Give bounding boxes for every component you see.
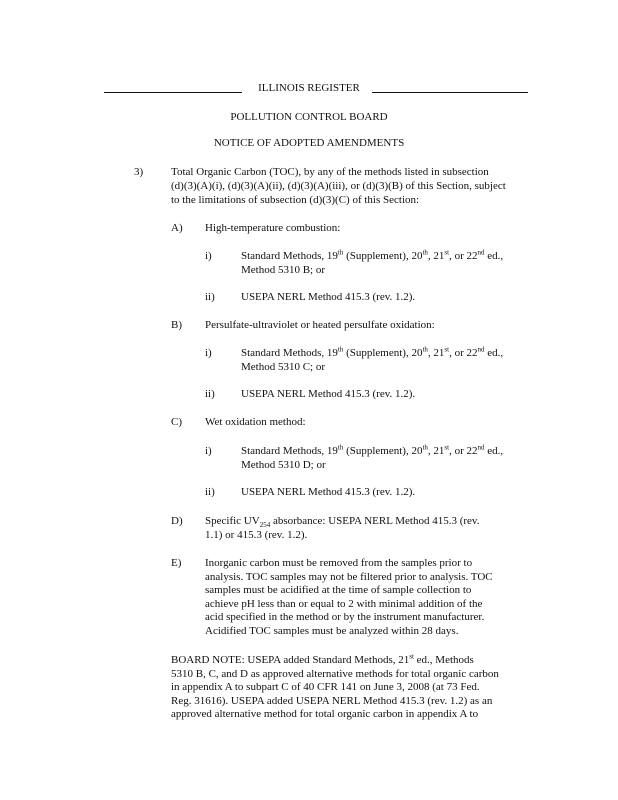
section-c-marker: C)	[171, 416, 182, 428]
section-d-line-2: 1.1) or 415.3 (rev. 1.2).	[205, 529, 308, 541]
notice-title: NOTICE OF ADOPTED AMENDMENTS	[213, 137, 405, 149]
section-c-i-line-1: Standard Methods, 19th (Supplement), 20th, 21st, or 22nd ed.,	[241, 443, 504, 457]
section-a-i-line-1: Standard Methods, 19th (Supplement), 20th, 21st, or 22nd ed.,	[241, 248, 504, 262]
section-b-i-line-2: Method 5310 C; or	[241, 361, 326, 373]
item-3-marker: 3)	[134, 166, 144, 178]
section-a-heading: High-temperature combustion:	[205, 222, 341, 234]
section-b-marker: B)	[171, 319, 182, 331]
item-3-line-1: Total Organic Carbon (TOC), by any of the methods listed in subsection	[171, 166, 489, 178]
section-e-line-1: Inorganic carbon must be removed from the samples prior to	[205, 557, 473, 569]
section-a-marker: A)	[171, 222, 183, 234]
section-b-ii-text: USEPA NERL Method 415.3 (rev. 1.2).	[241, 388, 416, 400]
section-c-ii-text: USEPA NERL Method 415.3 (rev. 1.2).	[241, 486, 416, 498]
item-3-line-3: to the limitations of subsection (d)(3)(C) of this Section:	[171, 194, 420, 206]
board-note-line-2: 5310 B, C, and D as approved alternative methods for total organic carbon	[171, 668, 499, 680]
section-c-heading: Wet oxidation method:	[205, 416, 306, 428]
board-note-line-1: BOARD NOTE: USEPA added Standard Methods, 21st ed., Methods	[171, 652, 474, 666]
section-e-line-2: analysis. TOC samples may not be filtered prior to analysis. TOC	[205, 571, 493, 583]
board-note-line-3: in appendix A to subpart C of 40 CFR 141 on June 3, 2008 (at 73 Fed.	[171, 681, 480, 693]
section-d-marker: D)	[171, 515, 183, 527]
section-b-heading: Persulfate-ultraviolet or heated persulfate oxidation:	[205, 319, 435, 331]
section-e-line-4: achieve pH less than or equal to 2 with minimal addition of the	[205, 598, 483, 610]
section-a-i-marker: i)	[205, 250, 212, 262]
section-e-line-6: Acidified TOC samples must be analyzed within 28 days.	[205, 625, 459, 637]
section-a-ii-text: USEPA NERL Method 415.3 (rev. 1.2).	[241, 291, 416, 303]
item-3-line-2: (d)(3)(A)(i), (d)(3)(A)(ii), (d)(3)(A)(iii), or (d)(3)(B) of this Section, subject	[171, 180, 506, 192]
board-note-line-4: Reg. 31616). USEPA added USEPA NERL Method 415.3 (rev. 1.2) as an	[171, 695, 493, 707]
section-c-ii-marker: ii)	[205, 486, 215, 498]
section-b-i-line-1: Standard Methods, 19th (Supplement), 20th, 21st, or 22nd ed.,	[241, 345, 504, 359]
section-e-line-3: samples must be acidified at the time of sample collection to	[205, 584, 472, 596]
board-title: POLLUTION CONTROL BOARD	[230, 111, 388, 123]
section-a-ii-marker: ii)	[205, 291, 215, 303]
section-b-ii-marker: ii)	[205, 388, 215, 400]
section-b-i-marker: i)	[205, 347, 212, 359]
board-note-line-5: approved alternative method for total organic carbon in appendix A to	[171, 708, 479, 720]
section-d-line-1: Specific $UV_{254}$ absorbance: USEPA NERL Method 415.3 (rev.	[205, 515, 480, 530]
section-c-i-line-2: Method 5310 D; or	[241, 459, 326, 471]
section-e-marker: E)	[171, 557, 182, 569]
section-c-i-marker: i)	[205, 445, 212, 457]
register-title: ILLINOIS REGISTER	[258, 82, 360, 94]
section-e-line-5: acid specified in the method or by the instrument manufacturer.	[205, 611, 485, 623]
section-a-i-line-2: Method 5310 B; or	[241, 264, 326, 276]
